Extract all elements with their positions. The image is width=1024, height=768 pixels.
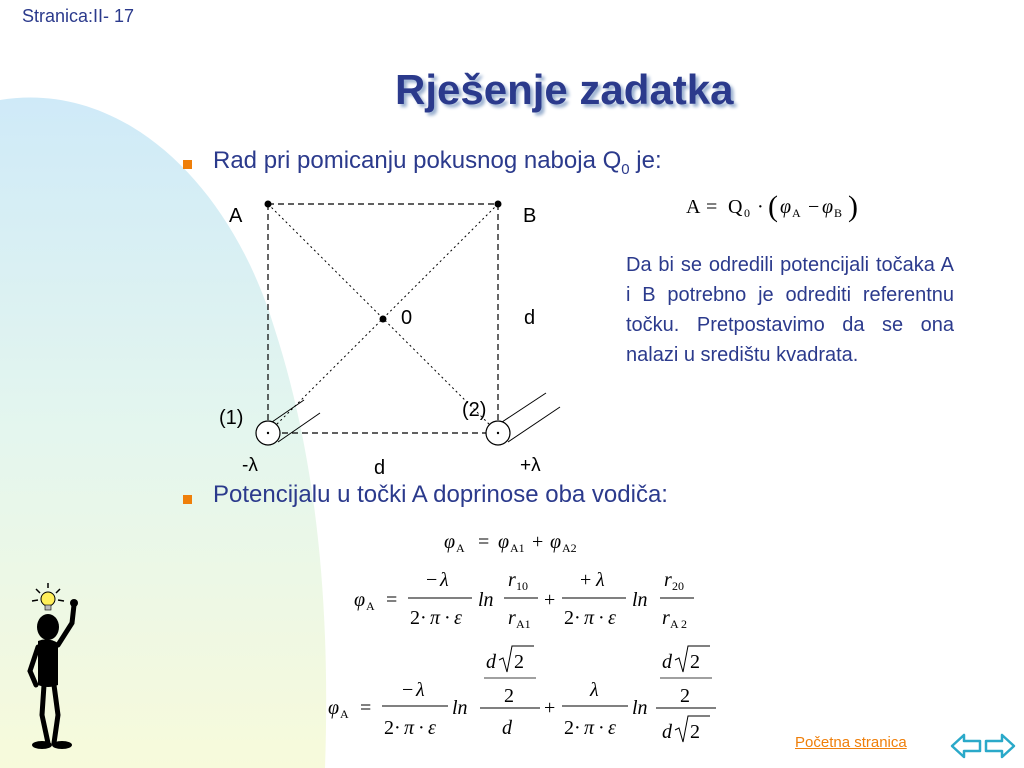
home-page-link[interactable]: Početna stranica [795,734,907,751]
svg-text:·: · [598,607,605,629]
formula-final [324,642,720,746]
svg-text:2·: 2· [384,717,401,739]
label-conductor-1: (1) [219,407,244,429]
svg-text:2·: 2· [410,607,427,629]
label-point-a: A [229,205,243,227]
svg-text:): ) [848,190,858,223]
formula-sum [440,526,610,560]
svg-text:φ: φ [822,196,834,218]
svg-text:2: 2 [690,721,700,743]
svg-text:+: + [544,589,556,611]
svg-text:−: − [402,679,414,701]
formula-work [684,188,874,224]
svg-text:2·: 2· [564,607,581,629]
svg-text:φ: φ [498,531,510,553]
explanation-paragraph: Da bi se odredili potencijali točaka A i B potrebno je odrediti referentnu točku. Pretpostavimo da se ona nalazi u središtu kvadrata. [626,254,954,366]
svg-text:2: 2 [690,651,700,673]
arrow-right-icon[interactable] [984,732,1016,760]
idea-figure-icon [18,575,98,750]
svg-text:A: A [686,196,701,218]
svg-text:A: A [456,541,465,555]
label-positive-charge: +λ [520,455,541,476]
svg-text:A1: A1 [510,541,525,555]
svg-text:φ: φ [328,697,340,719]
svg-text:=: = [478,531,490,553]
svg-text:=: = [706,196,718,218]
svg-text:=: = [386,589,398,611]
svg-text:Q: Q [728,196,743,218]
svg-text:λ: λ [596,569,605,591]
svg-text:r: r [664,569,672,591]
svg-text:λ: λ [416,679,425,701]
svg-text:+: + [580,569,592,591]
svg-text:+: + [544,697,556,719]
svg-text:·: · [418,717,425,739]
label-conductor-2: (2) [462,399,487,421]
label-center: 0 [401,307,413,329]
svg-text:A 2: A 2 [670,617,688,631]
svg-text:A2: A2 [562,541,577,555]
subscript: 0 [621,160,630,178]
svg-text:A1: A1 [516,617,531,631]
label-negative-charge: -λ [242,455,258,476]
svg-text:(: ( [768,190,778,223]
svg-text:·: · [598,717,605,739]
svg-text:ε: ε [454,607,462,629]
svg-text:2: 2 [514,651,524,673]
svg-text:ε: ε [428,717,436,739]
svg-text:π: π [430,607,441,629]
svg-text:λ: λ [590,679,599,701]
svg-text:d: d [502,717,512,739]
label-point-b: B [523,205,537,227]
svg-text:B: B [834,206,843,220]
arrow-left-icon[interactable] [950,732,982,760]
svg-text:ln: ln [632,697,648,719]
svg-text:π: π [404,717,415,739]
svg-text:ln: ln [632,589,648,611]
formula-expanded [348,566,698,636]
svg-text:20: 20 [672,579,684,593]
svg-text:A: A [792,206,801,220]
svg-text:10: 10 [516,579,528,593]
svg-text:φ: φ [550,531,562,553]
svg-text:r: r [508,607,516,629]
square-diagram [200,185,600,485]
svg-text:d: d [486,651,496,673]
bullet-marker [183,160,192,169]
svg-text:−: − [426,569,438,591]
svg-text:π: π [584,607,595,629]
svg-text:ln: ln [452,697,468,719]
svg-text:φ: φ [354,589,366,611]
svg-text:·: · [444,607,451,629]
bullet-text-part: je: [629,147,662,174]
svg-text:r: r [508,569,516,591]
svg-text:0: 0 [744,206,750,220]
svg-text:d: d [662,721,672,743]
svg-text:λ: λ [440,569,449,591]
svg-text:π: π [584,717,595,739]
svg-text:φ: φ [780,196,792,218]
bullet-text-contribution: Potencijalu u točki A doprinose oba vodiča: [213,481,668,508]
page-number: Stranica:II- 17 [22,6,135,26]
label-bottom-d: d [374,457,386,479]
svg-text:=: = [360,697,372,719]
svg-text:φ: φ [444,531,456,553]
label-side-d: d [524,307,536,329]
bullet-text-part: Rad pri pomicanju pokusnog naboja Q [213,147,622,174]
bullet-text-work [213,147,662,178]
svg-text:A: A [340,707,349,721]
slide-title: Rješenje zadatka [395,66,734,113]
svg-text:A: A [366,599,375,613]
svg-text:ln: ln [478,589,494,611]
svg-text:r: r [662,607,670,629]
svg-text:2: 2 [504,685,514,707]
bullet-marker [183,495,192,504]
svg-text:ε: ε [608,607,616,629]
svg-text:2: 2 [680,685,690,707]
svg-text:ε: ε [608,717,616,739]
svg-text:·: · [757,196,764,218]
svg-text:d: d [662,651,672,673]
svg-text:2·: 2· [564,717,581,739]
svg-text:+: + [532,531,544,553]
svg-text:−: − [808,196,820,218]
